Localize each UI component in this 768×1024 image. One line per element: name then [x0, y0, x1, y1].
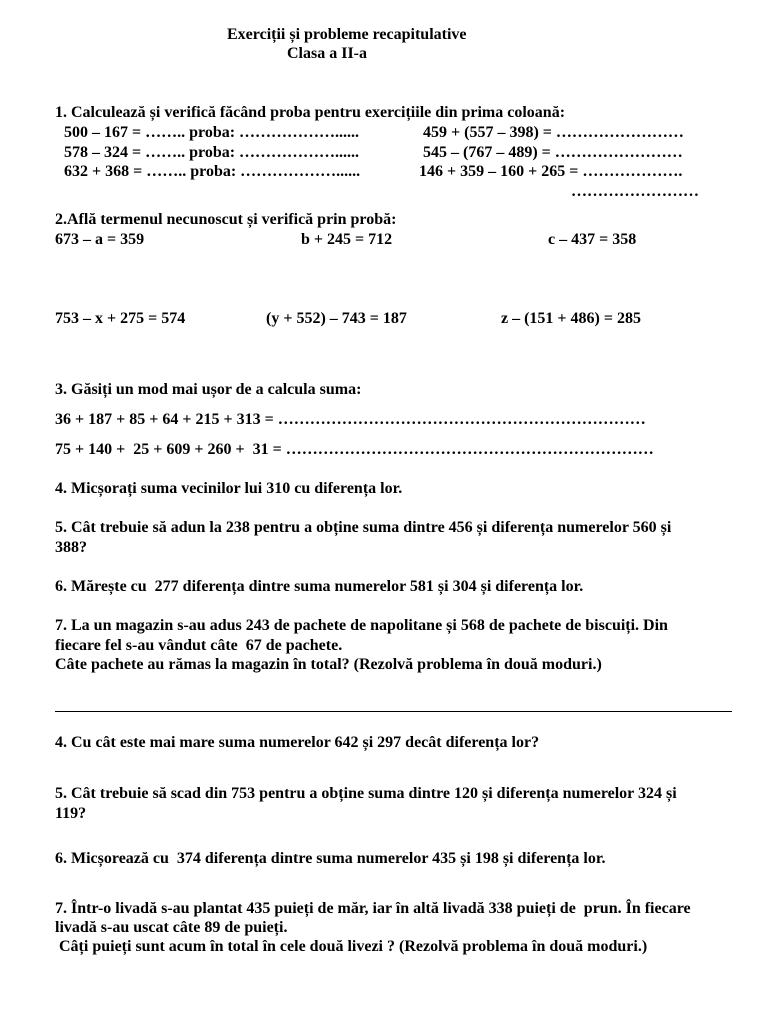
ex1-left-1: 500 – 167 = …….. proba: ………………...... [64, 124, 360, 141]
p1-problem-7-line1: 7. La un magazin s-au adus 243 de pachete de napolitane și 568 de pachete de biscuiți. Din [55, 617, 668, 634]
ex1-right-4: …………………… [571, 183, 699, 200]
ex1-heading: 1. Calculează și verifică făcând proba pentru exercițiile din prima coloană: [55, 104, 566, 121]
ex2-eq-b: b + 245 = 712 [301, 231, 393, 248]
p2-problem-6: 6. Micșorează cu 374 diferența dintre suma numerelor 435 și 198 și diferența lor. [55, 850, 606, 867]
ex2-heading: 2.Află termenul necunoscut și verifică prin probă: [55, 211, 397, 228]
worksheet-title: Exerciții și probleme recapitulative [227, 26, 467, 43]
p2-problem-5-line2: 119? [55, 805, 87, 822]
ex2-eq-z: z – (151 + 486) = 285 [501, 310, 641, 327]
p1-problem-6: 6. Mărește cu 277 diferența dintre suma numerelor 581 și 304 și diferența lor. [55, 578, 584, 595]
ex2-eq-a: 673 – a = 359 [55, 231, 145, 248]
p2-problem-7-line2: livadă s-au uscat câte 89 de puieți. [55, 919, 288, 936]
p1-problem-7-line2: fiecare fel s-au vândut câte 67 de pachete. [55, 637, 343, 654]
p1-problem-7-line3: Câte pachete au rămas la magazin în total? (Rezolvă problema în două moduri.) [55, 656, 602, 673]
ex2-eq-c: c – 437 = 358 [548, 231, 637, 248]
ex1-right-1: 459 + (557 – 398) = …………………… [423, 124, 684, 141]
ex3-heading: 3. Găsiți un mod mai ușor de a calcula suma: [55, 381, 362, 398]
ex3-sum-2: 75 + 140 + 25 + 609 + 260 + 31 = …………………………………………………………… [55, 441, 654, 458]
ex1-left-3: 632 + 368 = …….. proba: ………………...... [64, 163, 361, 180]
ex3-sum-1: 36 + 187 + 85 + 64 + 215 + 313 = …………………………………………………………… [55, 411, 646, 428]
p2-problem-7-line1: 7. Într-o livadă s-au plantat 435 puieți de măr, iar în altă livadă 338 puieți de prun. În fiecare [55, 900, 691, 917]
ex1-left-2: 578 – 324 = …….. proba: ………………...... [64, 144, 360, 161]
p1-problem-4: 4. Micșorați suma vecinilor lui 310 cu diferența lor. [55, 480, 403, 497]
ex1-right-2: 545 – (767 – 489) = …………………… [423, 144, 683, 161]
p2-problem-7-line3: Câți puieți sunt acum în total în cele două livezi ? (Rezolvă problema în două moduri.) [55, 938, 648, 955]
ex1-right-3: 146 + 359 – 160 + 265 = ………………. [419, 163, 683, 180]
worksheet-subtitle: Clasa a II-a [287, 45, 368, 62]
p1-problem-5-line2: 388? [55, 539, 87, 556]
section-divider [55, 711, 732, 712]
ex2-eq-x: 753 – x + 275 = 574 [55, 310, 186, 327]
p1-problem-5-line1: 5. Cât trebuie să adun la 238 pentru a obține suma dintre 456 și diferența numerelor 560 și [55, 519, 672, 536]
ex2-eq-y: (y + 552) – 743 = 187 [266, 310, 407, 327]
p2-problem-5-line1: 5. Cât trebuie să scad din 753 pentru a obține suma dintre 120 și diferența numerelor 324 și [55, 785, 677, 802]
p2-problem-4: 4. Cu cât este mai mare suma numerelor 642 și 297 decât diferența lor? [55, 734, 540, 751]
